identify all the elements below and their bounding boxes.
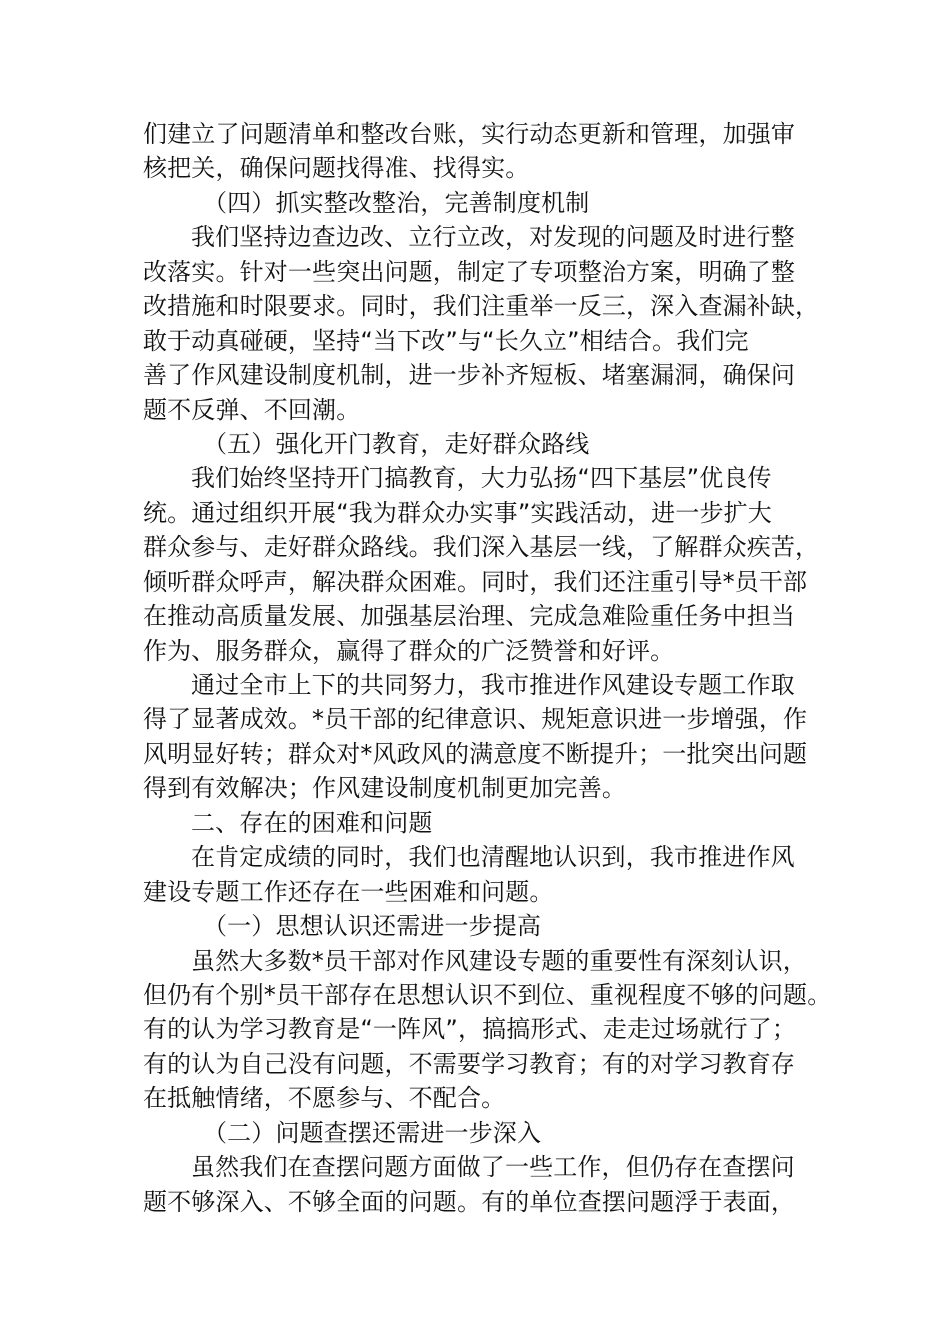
body-text-line: 们建立了问题清单和整改台账，实行动态更新和管理，加强审 bbox=[143, 120, 796, 148]
paragraph-first-line: 在肯定成绩的同时，我们也清醒地认识到，我市推进作风 bbox=[191, 843, 795, 872]
body-text-line: 题不反弹、不回潮。 bbox=[143, 395, 361, 424]
paragraph-first-line: 通过全市上下的共同努力，我市推进作风建设专题工作取 bbox=[191, 671, 795, 699]
paragraph-first-line: 虽然我们在查摆问题方面做了一些工作，但仍存在查摆问 bbox=[191, 1153, 795, 1182]
body-text-line: 敢于动真碰硬，坚持“当下改”与“长久立”相结合。我们完 bbox=[143, 326, 749, 355]
body-text-line: 改落实。针对一些突出问题，制定了专项整治方案，明确了整 bbox=[143, 257, 796, 286]
body-text-line: 但仍有个别*员干部存在思想认识不到位、重视程度不够的问题。 bbox=[143, 980, 832, 1009]
paragraph-first-line: 我们始终坚持开门搞教育，大力弘扬“四下基层”优良传 bbox=[191, 464, 772, 493]
body-text-line: 建设专题工作还存在一些困难和问题。 bbox=[143, 877, 554, 906]
body-text-line: 有的认为自己没有问题，不需要学习教育；有的对学习教育存 bbox=[143, 1049, 796, 1078]
body-text-line: 有的认为学习教育是“一阵风”，搞搞形式、走走过场就行了； bbox=[143, 1015, 797, 1044]
body-text-line: 倾听群众呼声，解决群众困难。同时，我们还注重引导*员干部 bbox=[143, 567, 808, 596]
body-text-line: 题不够深入、不够全面的问题。有的单位查摆问题浮于表面， bbox=[143, 1187, 796, 1216]
body-text-line: 善了作风建设制度机制，进一步补齐短板、堵塞漏洞，确保问 bbox=[143, 361, 796, 390]
body-text-line: 作为、服务群众，赢得了群众的广泛赞誉和好评。 bbox=[143, 636, 675, 665]
body-text-line: 在推动高质量发展、加强基层治理、完成急难险重任务中担当 bbox=[143, 602, 796, 631]
body-text-line: 得了显著成效。*员干部的纪律意识、规矩意识进一步增强，作 bbox=[143, 705, 808, 734]
subsection-heading: （一）思想认识还需进一步提高 bbox=[203, 912, 542, 941]
body-text-line: 风明显好转；群众对*风政风的满意度不断提升；一批突出问题 bbox=[143, 739, 808, 768]
section-heading: 二、存在的困难和问题 bbox=[191, 808, 433, 837]
subsection-heading: （四）抓实整改整治，完善制度机制 bbox=[203, 188, 590, 217]
body-text-line: 在抵触情绪，不愿参与、不配合。 bbox=[143, 1084, 506, 1113]
subsection-heading: （二）问题查摆还需进一步深入 bbox=[203, 1118, 542, 1147]
paragraph-first-line: 虽然大多数*员干部对作风建设专题的重要性有深刻认识， bbox=[191, 946, 807, 975]
body-text-line: 改措施和时限要求。同时，我们注重举一反三，深入查漏补缺， bbox=[143, 292, 820, 321]
subsection-heading: （五）强化开门教育，走好群众路线 bbox=[203, 429, 590, 458]
document-body bbox=[143, 117, 832, 1219]
body-text-line: 得到有效解决；作风建设制度机制更加完善。 bbox=[143, 774, 626, 803]
body-text-line: 统。通过组织开展“我为群众办实事”实践活动，进一步扩大 bbox=[143, 498, 772, 527]
body-text-line: 核把关，确保问题找得准、找得实。 bbox=[143, 154, 530, 183]
body-text-line: 群众参与、走好群众路线。我们深入基层一线，了解群众疾苦， bbox=[143, 533, 820, 562]
paragraph-first-line: 我们坚持边查边改、立行立改，对发现的问题及时进行整 bbox=[191, 223, 795, 252]
